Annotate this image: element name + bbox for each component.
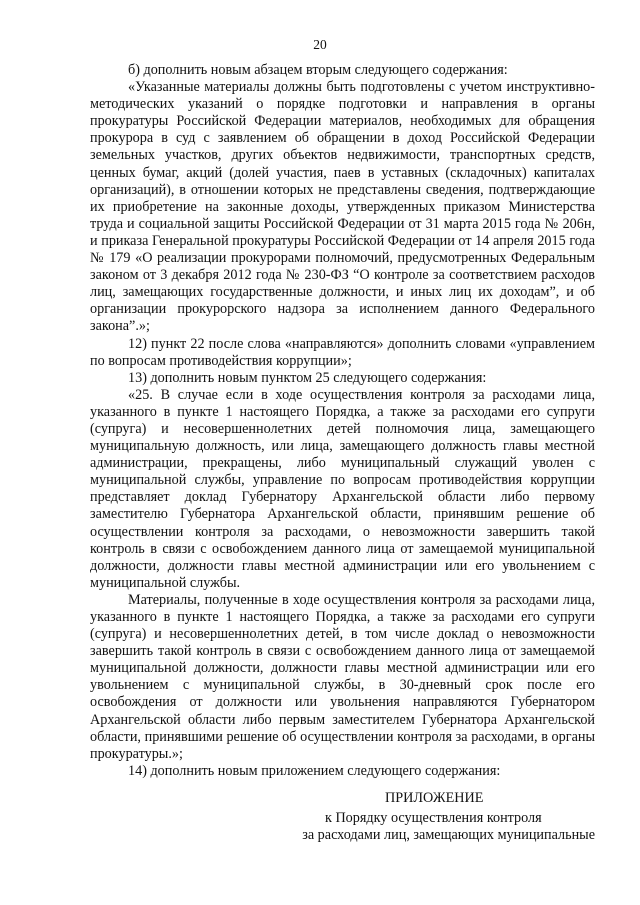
paragraph-materials-requirements: «Указанные материалы должны быть подготовлены с учетом инструктивно-методических указаний о порядке подготовки и направления в органы прокуратуры Российской Федерации материалов, необходимых для обращения прокурора в суд с заявлением об обращении в доход Российской Федерации земельных участков, других объектов недвижимости, транспортных средств, ценных бумаг, акций (долей участия, паев в уставных (складочных) капиталах организаций), в отношении которых не представлены сведения, подтверждающие их приобретение на законные доходы, утвержденных приказом Министерства труда и социальной защиты Российской Федерации от 31 марта 2015 года № 206н, и приказа Генеральной прокуратуры Российской Федерации от 14 апреля 2015 года № 179 «О реализации прокурорами полномочий, предусмотренных Федеральным законом от 3 декабря 2012 года № 230-ФЗ “О контроле за соответствием расходов лиц, замещающих государственные должности, и иных лиц их доходам”, и об организации прокурорского надзора за исполнением данного Федерального закона”.»; xyxy=(90,79,595,335)
appendix-header xyxy=(240,790,595,844)
paragraph-item-25: «25. В случае если в ходе осуществления контроля за расходами лица, указанного в пункте 1 настоящего Порядка, а также за расходами его супруги (супруга) и несовершеннолетних детей полномочия лица, замещающего муниципальную должность, или лица, замещающего должность главы местной администрации, прекращены, либо муниципальный служащий уволен с муниципальной службы, управление по вопросам противодействия коррупции представляет доклад Губернатору Архангельской области либо первому заместителю Губернатора Архангельской области, принявшим решение об осуществлении контроля за расходами, о невозможности завершить такой контроль в связи с освобождением данного лица от замещаемой муниципальной должности, должности главы местной администрации или его увольнением с муниципальной службы. xyxy=(90,386,595,591)
appendix-subtitle-line-2: за расходами лиц, замещающих муниципальные xyxy=(302,827,595,844)
paragraph-item-13: 13) дополнить новым пунктом 25 следующего содержания: xyxy=(128,369,487,386)
document-body xyxy=(90,62,595,780)
paragraph-b-intro: б) дополнить новым абзацем вторым следующего содержания: xyxy=(128,62,508,78)
appendix-subtitle-line-1: к Порядку осуществления контроля xyxy=(325,810,542,827)
paragraph-materials-received: Материалы, полученные в ходе осуществления контроля за расходами лица, указанного в пункте 1 настоящего Порядка, а также за расходами его супруги (супруга) и несовершеннолетних детей, в том числе доклад о невозможности завершить такой контроль в связи с освобождением данного лица от замещаемой муниципальной должности, должности главы местной администрации или его увольнением с муниципальной службы, в 30-дневный срок после его освобождения от должности или увольнения направляются Губернатором Архангельской области либо первым заместителем Губернатора Архангельской области, принявшими решение об осуществлении контроля за расходами, в органы прокуратуры.»; xyxy=(90,591,595,762)
page-number: 20 xyxy=(313,37,327,52)
paragraph-item-14: 14) дополнить новым приложением следующего содержания: xyxy=(128,762,501,779)
appendix-title: ПРИЛОЖЕНИЕ xyxy=(385,790,484,806)
paragraph-item-12: 12) пункт 22 после слова «направляются» дополнить словами «управлением по вопросам противодействия коррупции»; xyxy=(90,335,595,369)
